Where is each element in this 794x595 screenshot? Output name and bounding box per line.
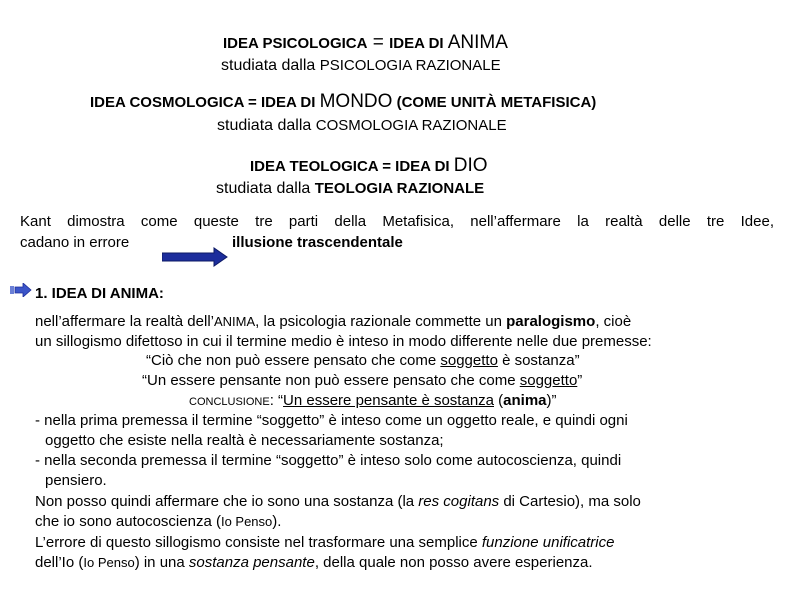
errore-2-b: ) in una [134,554,189,571]
section-p1-c: , cioè [595,313,632,330]
errore-2-c: , della quale non posso avere esperienza. [314,554,593,571]
idea-psicologica-mid: IDEA DI [389,35,448,52]
conclusione-label: CONCLUSIONE [189,396,270,408]
idea-cosmologica-prefix: IDEA COSMOLOGICA = IDEA DI [90,94,320,111]
conclusione-open: ( [494,392,504,409]
idea-teologica-studied-by: TEOLOGIA RAZIONALE [314,180,485,197]
conclusione-close: )” [546,392,557,409]
non-posso-a: Non posso quindi affermare che io sono una sostanza (la [35,493,419,510]
io-penso-2: Io Penso [83,555,135,570]
right-arrow-icon [162,247,228,267]
section-p2: un sillogismo difettoso in cui il termine medio è inteso in modo differente nelle due premesse: [35,333,652,350]
conclusione [189,393,557,408]
idea-cosmologica-studied-prefix: studiata dalla [217,117,316,134]
premise-2-a: “Un essere pensante non può essere pensato che come [142,372,520,389]
premise-1-a: “Ciò che non può essere pensato che come [146,352,441,369]
errore-line-1 [35,535,614,550]
non-posso-line-1 [35,494,641,509]
premise-2-b: ” [577,372,583,389]
idea-teologica-studied [216,181,484,197]
idea-teologica-prefix: IDEA TEOLOGICA = IDEA DI [250,158,454,175]
idea-cosmologica-studied-by: COSMOLOGIA RAZIONALE [315,117,507,134]
bullet-2-line-2: pensiero. [45,472,107,489]
kant-line-2-prefix: cadano in errore [20,234,130,251]
idea-psicologica-prefix: IDEA PSICOLOGICA [223,35,368,52]
bullet-1-line-2: oggetto che esiste nella realtà è necessariamente sostanza; [45,432,444,449]
premise-1 [146,353,580,368]
errore-1-a: L’errore di questo sillogismo consiste nel trasformare una semplice [35,534,482,551]
section-p1-b: , la psicologia razionale commette un [255,313,507,330]
non-posso-b: di Cartesio), ma solo [499,493,641,510]
idea-psicologica-name: ANIMA [447,32,508,53]
errore-2-a: dell’Io ( [35,554,84,571]
premise-1-soggetto: soggetto [440,352,498,369]
arrow-bullet-icon [10,283,32,297]
kant-line-1: Kant dimostra come queste tre parti della Metafisica, nell’affermare la realtà delle tre Idee, [20,213,774,230]
non-posso-line-2 [35,514,281,529]
non-posso-2-b: ). [272,513,282,530]
idea-teologica-name: DIO [453,155,488,176]
conclusione-colon: : “ [269,392,284,409]
section-p1 [35,314,631,329]
funzione-unificatrice: funzione unificatrice [481,534,615,551]
premise-2-soggetto: soggetto [519,372,578,389]
res-cogitans: res cogitans [418,493,500,510]
idea-psicologica-heading [223,33,508,52]
section-p1-a: nell’affermare la realtà dell’ [35,313,214,330]
section-p1-anima: ANIMA [213,314,256,329]
idea-teologica-heading [250,156,488,175]
non-posso-2-a: che io sono autocoscienza ( [35,513,221,530]
section-p1-paralogismo: paralogismo [506,313,596,330]
conclusione-anima: anima [503,392,547,409]
idea-cosmologica-heading [90,92,596,111]
idea-cosmologica-suffix: (COME UNITÀ METAFISICA) [392,94,597,111]
premise-2 [142,373,582,388]
idea-psicologica-studied-prefix: studiata dalla [221,57,320,74]
idea-cosmologica-studied [217,118,507,134]
bullet-1-line-1: - nella prima premessa il termine “soggetto” è inteso come un oggetto reale, e quindi ogni [35,412,628,429]
section-title: 1. IDEA DI ANIMA: [35,285,164,302]
bullet-2-line-1: - nella seconda premessa il termine “soggetto” è inteso solo come autocoscienza, quindi [35,452,622,469]
premise-1-b: è sostanza” [497,352,580,369]
io-penso-1: Io Penso [220,514,273,529]
conclusione-text: Un essere pensante è sostanza [283,392,494,409]
idea-teologica-studied-prefix: studiata dalla [216,180,315,197]
kant-line-2-result: illusione trascendentale [232,234,403,251]
errore-line-2 [35,555,593,570]
idea-cosmologica-name: MONDO [319,91,393,112]
idea-psicologica-studied-by: PSICOLOGIA RAZIONALE [319,57,501,74]
idea-psicologica-studied [221,58,501,74]
sostanza-pensante: sostanza pensante [188,554,315,571]
idea-psicologica-eq: = [367,32,390,53]
